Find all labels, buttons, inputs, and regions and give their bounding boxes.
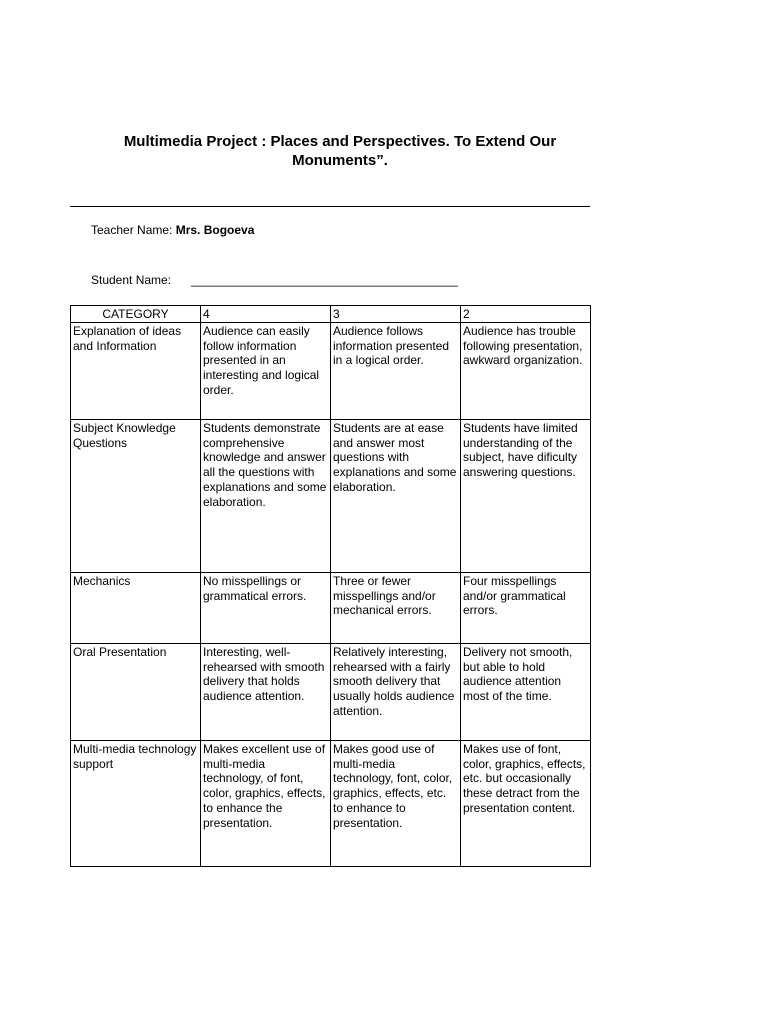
cell-score-4: No misspellings or grammatical errors. — [201, 572, 331, 643]
cell-score-3: Makes good use of multi-media technology, font, color, graphics, effects, etc. to enhance to presentation. — [331, 740, 461, 866]
title-divider — [70, 206, 590, 207]
rubric-table — [70, 305, 591, 867]
title-line-1: Multimedia Project : Places and Perspectives. To Extend Our — [123, 133, 557, 150]
cell-score-2: Makes use of font, color, graphics, effects, etc. but occasionally these detract from the presentation content. — [461, 740, 591, 866]
header-category: CATEGORY — [71, 306, 201, 323]
table-row — [71, 740, 591, 866]
table-row — [71, 419, 591, 572]
cell-score-2: Audience has trouble following presentation, awkward organization. — [461, 322, 591, 419]
row-category: Explanation of ideas and Information — [71, 322, 201, 419]
cell-score-4: Interesting, well-rehearsed with smooth delivery that holds audience attention. — [201, 643, 331, 740]
cell-score-3: Relatively interesting, rehearsed with a fairly smooth delivery that usually holds audience attention. — [331, 643, 461, 740]
cell-score-4: Audience can easily follow information presented in an interesting and logical order. — [201, 322, 331, 419]
cell-score-3: Audience follows information presented in a logical order. — [331, 322, 461, 419]
student-name-blank: ________________________________________ — [191, 273, 458, 287]
table-row — [71, 322, 591, 419]
cell-score-2: Four misspellings and/or grammatical errors. — [461, 572, 591, 643]
document-title — [80, 132, 600, 170]
table-row — [71, 643, 591, 740]
student-name-label: Student Name: — [91, 273, 172, 287]
header-score-4: 4 — [201, 306, 331, 323]
title-line-2: Monuments”. — [292, 152, 388, 169]
teacher-name-label: Teacher Name: — [91, 223, 173, 237]
student-name-line — [91, 273, 458, 288]
cell-score-2: Delivery not smooth, but able to hold audience attention most of the time. — [461, 643, 591, 740]
cell-score-3: Students are at ease and answer most questions with explanations and some elaboration. — [331, 419, 461, 572]
cell-score-2: Students have limited understanding of the subject, have dificulty answering questions. — [461, 419, 591, 572]
teacher-name-line — [91, 223, 254, 238]
row-category: Mechanics — [71, 572, 201, 643]
table-row — [71, 572, 591, 643]
teacher-name-value: Mrs. Bogoeva — [175, 223, 255, 237]
row-category: Multi-media technology support — [71, 740, 201, 866]
header-score-3: 3 — [331, 306, 461, 323]
rubric-header-row — [71, 306, 591, 323]
row-category: Oral Presentation — [71, 643, 201, 740]
header-score-2: 2 — [461, 306, 591, 323]
cell-score-3: Three or fewer misspellings and/or mechanical errors. — [331, 572, 461, 643]
cell-score-4: Students demonstrate comprehensive knowledge and answer all the questions with explanations and some elaboration. — [201, 419, 331, 572]
row-category: Subject Knowledge Questions — [71, 419, 201, 572]
cell-score-4: Makes excellent use of multi-media technology, of font, color, graphics, effects, to enhance the presentation. — [201, 740, 331, 866]
